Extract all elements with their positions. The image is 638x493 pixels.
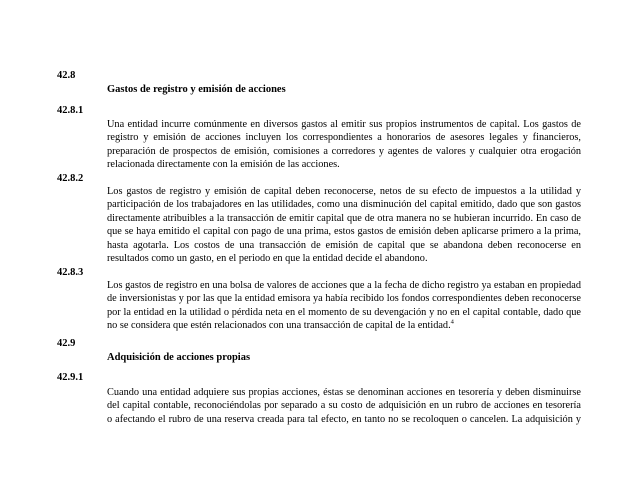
paragraph-line: Cuando una entidad adquiere sus propias acciones, éstas se denominan acciones en tesorería y deben disminuirse [107,387,581,398]
paragraph-line: que se haya emitido el capital con pago de una prima, estos gastos de emisión deben aplicarse primero a la prima, [107,226,581,238]
paragraph-line: directamente atribuibles a la transacción de emitir capital que de otra manera no se hubieran incurrido. En caso de [107,212,581,224]
paragraph-line: preparación de prospectos de emisión, comisiones a corredores y agentes de valores y cualquier otra erogación [107,145,581,157]
section-heading: Adquisición de acciones propias [107,352,251,363]
section-number: 42.8.3 [57,267,84,278]
section-number: 42.9 [57,338,76,349]
paragraph [107,118,581,172]
paragraph-line: Los gastos de registro y emisión de capital deben reconocerse, netos de su efecto de impuestos a la utilidad y [107,186,581,197]
paragraph-line: o afectando el rubro de una reserva creada para tal efecto, en tanto no se recoloquen o cancelen. La adquisición y [107,413,581,425]
paragraph-line: participación de los trabajadores en las utilidades, como una disminución del capital emitido, dado que son gastos [107,199,581,211]
paragraph-line: del capital contable, reconociéndolas por separado a su costo de adquisición en un rubro de acciones en tesorería [107,400,581,412]
section-number: 42.9.1 [57,372,84,383]
paragraph [107,279,581,333]
paragraph-line-text: no se considera que estén relacionados con una transacción de capital de la entidad. [107,320,451,332]
paragraph-line: Una entidad incurre comúnmente en diversos gastos al emitir sus propios instrumentos de capital. Los gastos de [107,119,581,130]
paragraph-line: registro y emisión de acciones incluyen los correspondientes a honorarios de asesores legales y financieros, [107,132,581,144]
paragraph [107,386,581,426]
section-heading: Gastos de registro y emisión de acciones [107,84,286,95]
paragraph-line: resultados como un gasto, en el periodo en que la entidad decide el abandono. [107,253,428,265]
section-number: 42.8.2 [57,173,84,184]
section-number: 42.8 [57,70,76,81]
section-number: 42.8.1 [57,105,84,116]
paragraph-line: relacionada directamente con la emisión de las acciones. [107,159,340,171]
paragraph-line: Los gastos de registro en una bolsa de valores de acciones que a la fecha de dicho registro ya estaban en propiedad [107,280,581,291]
paragraph-line: de inversionistas y por las que la entidad emisora ya había recibido los fondos correspondientes deben reconocerse [107,293,581,305]
paragraph-line: por la entidad en la utilidad o pérdida neta en el momento de su devengación y no en el capital contable, dado que [107,306,581,318]
paragraph-line: hasta agotarla. Los costos de una transacción de emisión de capital que se abandona deben reconocerse en [107,239,581,251]
paragraph [107,185,581,265]
paragraph-line [107,319,581,332]
footnote-reference: 4 [450,319,454,326]
